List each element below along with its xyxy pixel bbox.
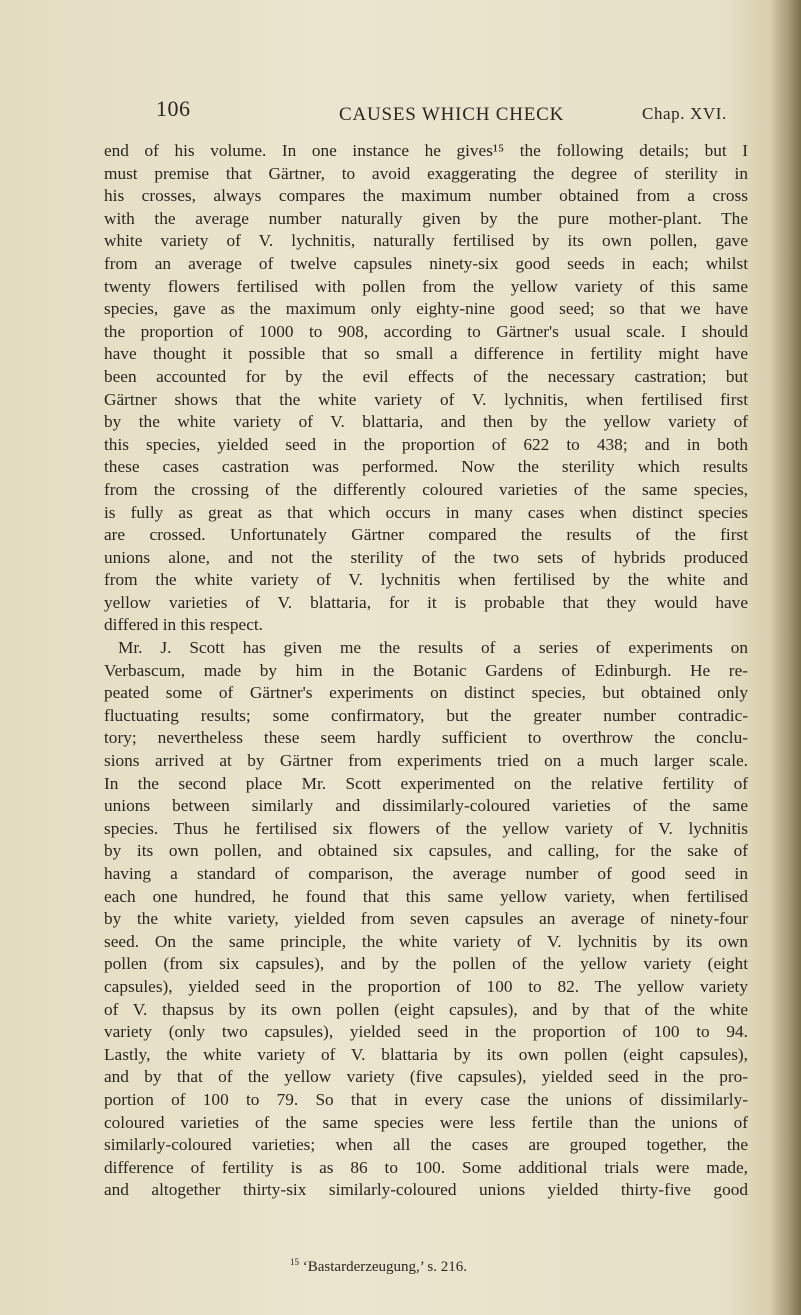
footnote [290,1259,467,1276]
text-line: Mr. J. Scott has given me the results of a series of experiments on [118,638,748,658]
text-line: having a standard of comparison, the average number of good seed in [104,864,748,883]
page-number: 106 [156,96,191,121]
text-line: from the white variety of V. lychnitis when fertilised by the white and [104,570,748,590]
text-line: unions between similarly and dissimilarly-coloured varieties of the same [104,796,748,816]
text-line: by the white variety of V. blattaria, and then by the yellow variety of [104,412,748,432]
page-header [156,96,736,126]
text-line: from the crossing of the differently coloured varieties of the same species, [104,479,748,499]
text-line: species, gave as the maximum only eighty-nine good seed; so that we have [104,299,748,319]
text-line: each one hundred, he found that this same yellow variety, when fertilised [104,886,748,906]
text-line: and altogether thirty-six similarly-coloured unions yielded thirty-five good [104,1180,748,1200]
text-line: coloured varieties of the same species were less fertile than the unions of [104,1112,748,1132]
footnote-marker: 15 [290,1257,299,1267]
text-line: differed in this respect. [104,615,263,635]
text-line: fluctuating results; some confirmatory, but the greater number contradic- [104,705,748,725]
text-line: with the average number naturally given by the pure mother-plant. The [104,208,748,228]
body-text [104,140,748,1202]
text-line: variety (only two capsules), yielded seed in the proportion of 100 to 94. [104,1022,748,1042]
running-head: CAUSES WHICH CHECK [339,104,565,125]
text-line: Gärtner shows that the white variety of V. lychnitis, when fertilised first [104,389,748,409]
page-edge-shadow [771,0,801,1315]
text-line: been accounted for by the evil effects of the necessary castration; but [104,366,748,386]
text-line: species. Thus he fertilised six flowers of the yellow variety of V. lychnitis [104,818,748,838]
footnote-text: ‘Bastarderzeugung,’ s. 216. [302,1259,468,1275]
text-line: Verbascum, made by him in the Botanic Gardens of Edinburgh. He re- [104,660,748,680]
text-line: and by that of the yellow variety (five capsules), yielded seed in the pro- [104,1067,748,1087]
chapter-reference: Chap. XVI. [642,104,727,123]
text-line: this species, yielded seed in the proportion of 622 to 438; and in both [104,434,748,454]
text-line: white variety of V. lychnitis, naturally fertilised by its own pollen, gave [104,231,748,251]
text-line: his crosses, always compares the maximum number obtained from a cross [104,186,748,206]
text-line: difference of fertility is as 86 to 100. Some additional trials were made, [104,1157,748,1177]
text-line: similarly-coloured varieties; when all the cases are grouped together, the [104,1135,748,1155]
text-line: is fully as great as that which occurs in many cases when distinct species [104,502,748,522]
text-line: unions alone, and not the sterility of the two sets of hybrids produced [104,547,748,567]
text-line: by its own pollen, and obtained six capsules, and calling, for the sake of [104,841,748,861]
text-line: seed. On the same principle, the white variety of V. lychnitis by its own [104,931,748,951]
text-line: of V. thapsus by its own pollen (eight capsules), and by that of the white [104,999,748,1019]
text-line: sions arrived at by Gärtner from experiments tried on a much larger scale. [104,751,748,771]
text-line: end of his volume. In one instance he gives¹⁵ the following details; but I [104,141,748,160]
text-line: these cases castration was performed. Now the sterility which results [104,457,748,477]
text-line: must premise that Gärtner, to avoid exaggerating the degree of sterility in [104,163,748,183]
text-line: from an average of twelve capsules ninety-six good seeds in each; whilst [104,253,748,273]
text-line: In the second place Mr. Scott experimented on the relative fertility of [104,773,748,793]
text-line: by the white variety, yielded from seven capsules an average of ninety-four [104,909,748,929]
text-line: the proportion of 1000 to 908, according to Gärtner's usual scale. I should [104,321,748,341]
text-line: yellow varieties of V. blattaria, for it is probable that they would have [104,592,748,612]
text-line: are crossed. Unfortunately Gärtner compared the results of the first [104,525,748,545]
text-line: portion of 100 to 79. So that in every case the unions of dissimilarly- [104,1089,748,1109]
text-line: pollen (from six capsules), and by the pollen of the yellow variety (eight [104,954,748,974]
text-line: have thought it possible that so small a difference in fertility might have [104,344,748,364]
text-line: peated some of Gärtner's experiments on distinct species, but obtained only [104,683,748,703]
text-line: tory; nevertheless these seem hardly sufficient to overthrow the conclu- [104,728,748,748]
text-line: twenty flowers fertilised with pollen from the yellow variety of this same [104,276,748,296]
text-line: Lastly, the white variety of V. blattaria by its own pollen (eight capsules), [104,1044,748,1064]
text-line: capsules), yielded seed in the proportion of 100 to 82. The yellow variety [104,976,748,996]
